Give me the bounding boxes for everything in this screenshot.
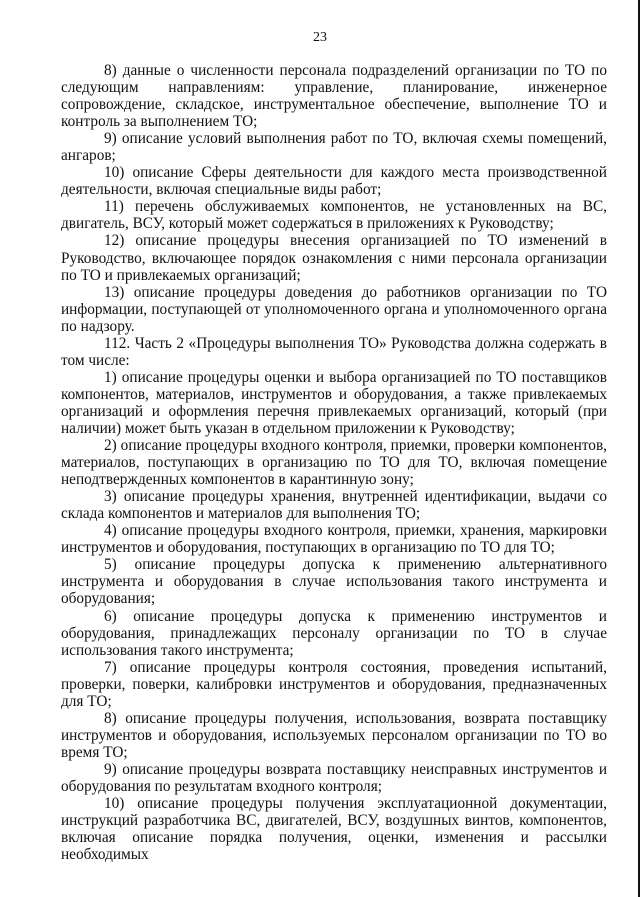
paragraph: 13) описание процедуры доведения до работников организации по ТО информации, поступающей от уполномоченного органа и уполномоченного органа по надзору. [61,283,607,335]
paragraph: 3) описание процедуры хранения, внутренней идентификации, выдачи со склада компонентов и материалов для выполнения ТО; [61,488,607,523]
paragraph: 10) описание Сферы деятельности для каждого места производственной деятельности, включая специальные виды работ; [61,164,607,199]
paragraph: 9) описание условий выполнения работ по ТО, включая схемы помещений, ангаров; [61,130,607,165]
paragraph: 8) описание процедуры получения, использования, возврата поставщику инструментов и оборудования, используемых персоналом организации по ТО во время ТО; [61,709,607,761]
paragraph: 1) описание процедуры оценки и выбора организацией по ТО поставщиков компонентов, материалов, инструментов и оборудования, а также привлекаемых организаций и оформления перечня привлекаемых организаций, который (при наличии) может быть указан в отдельном приложении к Руководству; [61,368,607,437]
section-heading-paragraph: 112. Часть 2 «Процедуры выполнения ТО» Руководства должна содержать в том числе: [61,334,607,369]
paragraph: 2) описание процедуры входного контроля, приемки, проверки компонентов, материалов, поступающих в организацию по ТО для ТО, включая помещение неподтвержденных компонентов в карантинную зону; [61,437,607,489]
paragraph: 11) перечень обслуживаемых компонентов, не установленных на ВС, двигатель, ВСУ, который может содержаться в приложениях к Руководству; [61,198,607,233]
paragraph: 7) описание процедуры контроля состояния, проведения испытаний, проверки, поверки, калибровки инструментов и оборудования, предназначенных для ТО; [61,658,607,710]
paragraph: 5) описание процедуры допуска к применению альтернативного инструмента и оборудования в случае использования такого инструмента и оборудования; [61,556,607,608]
paragraph: 10) описание процедуры получения эксплуатационной документации, инструкций разработчика ВС, двигателей, ВСУ, воздушных винтов, компонентов, включая описание порядка получения, оценки, изменения и рассылки необходимых [61,795,607,864]
document-body [61,62,607,863]
page-number: 23 [313,30,327,45]
paragraph: 6) описание процедуры допуска к применению инструментов и оборудования, принадлежащих персоналу организации по ТО в случае использования такого инструмента; [61,607,607,659]
paragraph: 8) данные о численности персонала подразделений организации по ТО по следующим направлениям: управление, планирование, инженерное сопровождение, складское, инструментальное обеспечение, выполнение ТО и контроль за выполнением ТО; [61,62,607,131]
paragraph: 9) описание процедуры возврата поставщику неисправных инструментов и оборудования по результатам входного контроля; [61,760,607,795]
paragraph: 4) описание процедуры входного контроля, приемки, хранения, маркировки инструментов и оборудования, поступающих в организацию по ТО для ТО; [61,522,607,557]
paragraph: 12) описание процедуры внесения организацией по ТО изменений в Руководство, включающее порядок ознакомления с ними персонала организации по ТО и привлекаемых организаций; [61,232,607,284]
